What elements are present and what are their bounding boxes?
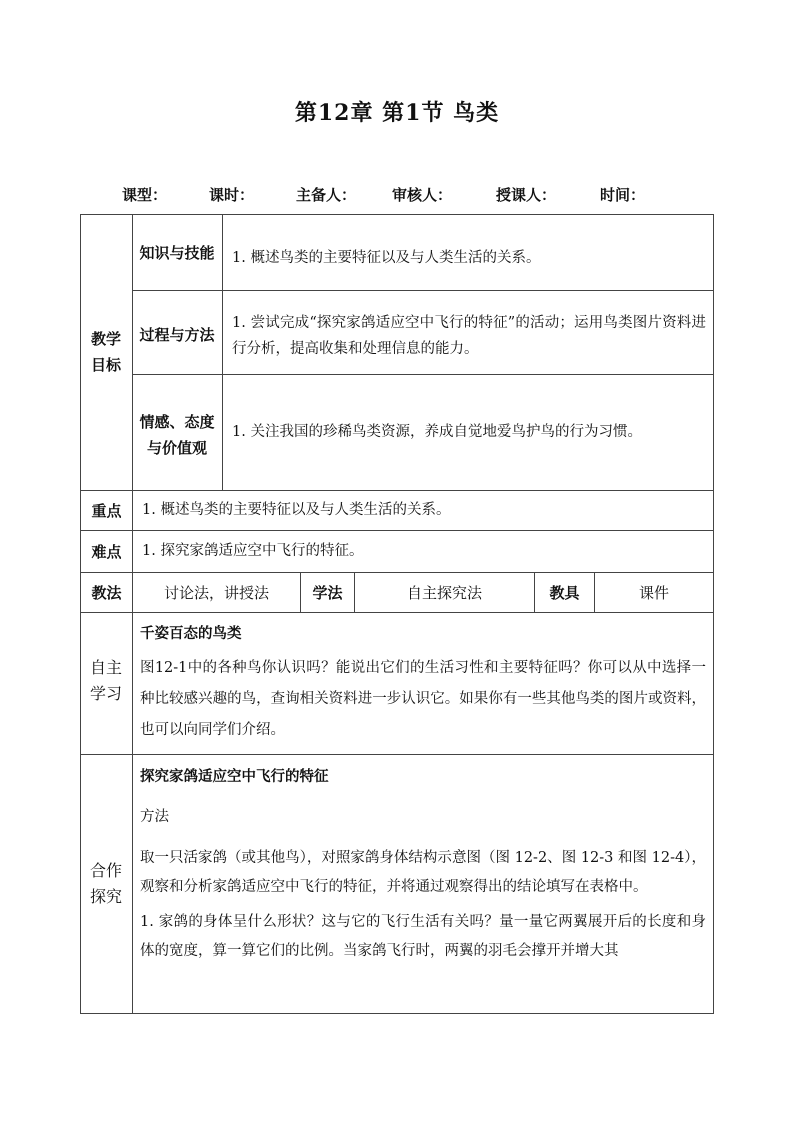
objectives-label: 教学目标 xyxy=(90,330,121,374)
table-rule xyxy=(222,214,223,490)
cooperation-heading: 探究家鸽适应空中飞行的特征 xyxy=(140,768,329,785)
difficulty-label: 难点 xyxy=(91,542,122,561)
learn-method-label: 学法 xyxy=(312,583,343,602)
table-rule xyxy=(132,214,133,1014)
table-border-left xyxy=(80,214,81,1014)
table-rule xyxy=(80,754,714,755)
lesson-plan-table xyxy=(80,214,714,1014)
process-label: 过程与方法 xyxy=(139,326,215,344)
key-point-text: 1. 概述鸟类的主要特征以及与人类生活的关系。 xyxy=(142,502,451,518)
page-title: 第12章 第1节 鸟类 xyxy=(294,100,500,126)
meta-preparer: 主备人： xyxy=(296,186,357,204)
self-study-label: 自主学习 xyxy=(89,658,122,703)
self-study-content xyxy=(140,621,706,746)
meta-time: 时间： xyxy=(600,186,646,204)
meta-lesson-hours: 课时： xyxy=(209,186,255,204)
teaching-tool-value: 课件 xyxy=(638,583,669,602)
knowledge-label: 知识与技能 xyxy=(139,244,215,262)
self-study-text: 图12-1中的各种鸟你认识吗？能说出它们的生活习性和主要特征吗？你可以从中选择一种比较感兴趣的鸟，查询相关资料进一步认识它。如果你有一些其他鸟类的图片或资料，也可以向同学们介绍。 xyxy=(140,660,706,738)
meta-lesson-type: 课型： xyxy=(122,186,168,204)
cooperation-label: 合作探究 xyxy=(89,861,122,906)
key-point-label: 重点 xyxy=(91,501,122,520)
teaching-tool-label: 教具 xyxy=(549,583,580,602)
table-border-bottom xyxy=(80,1013,714,1014)
self-study-heading: 千姿百态的鸟类 xyxy=(140,625,242,642)
table-rule xyxy=(80,530,714,531)
emotion-label: 情感、态度与价值观 xyxy=(139,413,215,457)
cooperation-content xyxy=(140,764,706,966)
teach-method-value: 讨论法，讲授法 xyxy=(163,583,269,602)
table-border-right xyxy=(713,214,714,1014)
table-rule xyxy=(80,612,714,613)
table-rule xyxy=(132,290,714,291)
knowledge-text: 1. 概述鸟类的主要特征以及与人类生活的关系。 xyxy=(232,250,541,266)
cooperation-method: 方法 xyxy=(140,809,169,825)
table-rule xyxy=(132,374,714,375)
meta-teacher: 授课人： xyxy=(496,186,557,204)
emotion-text: 1. 关注我国的珍稀鸟类资源，养成自觉地爱鸟护鸟的行为习惯。 xyxy=(232,424,642,440)
table-rule xyxy=(80,490,714,491)
teach-method-label: 教法 xyxy=(91,583,122,602)
difficulty-text: 1. 探究家鸽适应空中飞行的特征。 xyxy=(142,543,364,559)
meta-reviewer: 审核人： xyxy=(392,186,453,204)
learn-method-value: 自主探究法 xyxy=(406,583,482,602)
table-border-top xyxy=(80,214,714,215)
process-text: 1. 尝试完成“探究家鸽适应空中飞行的特征”的活动；运用鸟类图片资料进行分析，提高收集和处理信息的能力。 xyxy=(232,315,706,357)
cooperation-para-2: 1. 家鸽的身体呈什么形状？这与它的飞行生活有关吗？量一量它两翼展开后的长度和身体的宽度，算一算它们的比例。当家鸽飞行时，两翼的羽毛会撑开并增大其 xyxy=(140,914,706,959)
cooperation-para-1: 取一只活家鸽（或其他鸟），对照家鸽身体结构示意图（图 12-2、图 12-3 和图 12-4），观察和分析家鸽适应空中飞行的特征，并将通过观察得出的结论填写在表格中。 xyxy=(140,850,706,895)
